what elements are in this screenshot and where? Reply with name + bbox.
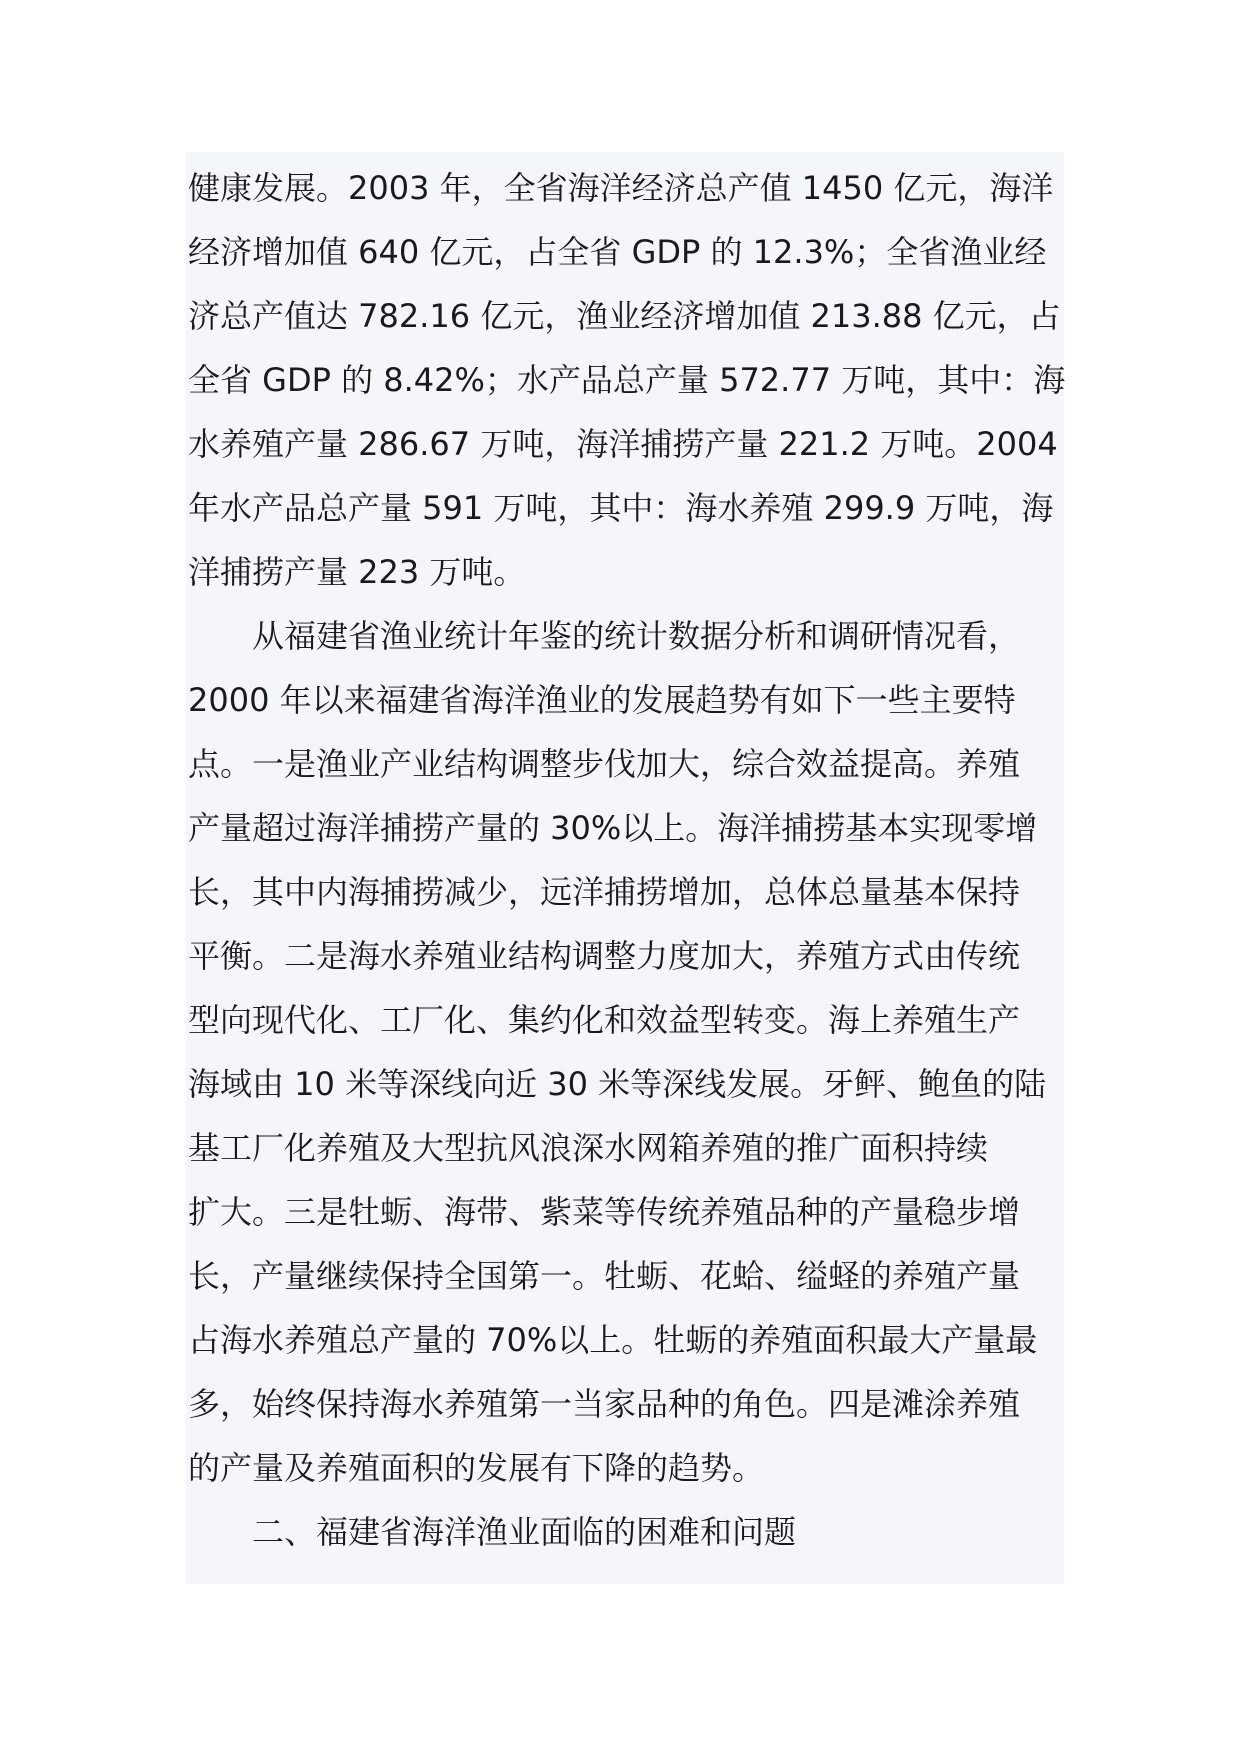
paragraph-line: 产量超过海洋捕捞产量的 30%以上。海洋捕捞基本实现零增 (188, 809, 1038, 847)
paragraph-line: 2000 年以来福建省海洋渔业的发展趋势有如下一些主要特 (188, 681, 1016, 719)
paragraph-line: 经济增加值 640 亿元，占全省 GDP 的 12.3%；全省渔业经 (188, 233, 1047, 271)
document-text-block (186, 152, 1064, 1584)
paragraph-line: 的产量及养殖面积的发展有下降的趋势。 (188, 1449, 765, 1487)
paragraph-line: 从福建省渔业统计年鉴的统计数据分析和调研情况看， (188, 617, 1021, 655)
paragraph-line: 多，始终保持海水养殖第一当家品种的角色。四是滩涂养殖 (188, 1385, 1021, 1423)
paragraph-line: 全省 GDP 的 8.42%；水产品总产量 572.77 万吨，其中：海 (188, 361, 1066, 399)
paragraph-line: 占海水养殖总产量的 70%以上。牡蛎的养殖面积最大产量最 (188, 1321, 1038, 1359)
paragraph-line: 海域由 10 米等深线向近 30 米等深线发展。牙鲆、鲍鱼的陆 (188, 1065, 1047, 1103)
paragraph-line: 基工厂化养殖及大型抗风浪深水网箱养殖的推广面积持续 (188, 1129, 989, 1167)
paragraph-line: 济总产值达 782.16 亿元，渔业经济增加值 213.88 亿元，占 (188, 297, 1061, 335)
paragraph-line: 洋捕捞产量 223 万吨。 (188, 553, 526, 591)
section-heading: 二、福建省海洋渔业面临的困难和问题 (188, 1513, 797, 1551)
paragraph-line: 年水产品总产量 591 万吨，其中：海水养殖 299.9 万吨，海 (188, 489, 1054, 527)
paragraph-line: 健康发展。2003 年，全省海洋经济总产值 1450 亿元，海洋 (188, 169, 1054, 207)
paragraph-line: 长，产量继续保持全国第一。牡蛎、花蛤、缢蛏的养殖产量 (188, 1257, 1021, 1295)
paragraph-line: 平衡。二是海水养殖业结构调整力度加大，养殖方式由传统 (188, 937, 1021, 975)
paragraph-line: 型向现代化、工厂化、集约化和效益型转变。海上养殖生产 (188, 1001, 1021, 1039)
paragraph-line: 水养殖产量 286.67 万吨，海洋捕捞产量 221.2 万吨。2004 (188, 425, 1058, 463)
paragraph-line: 扩大。三是牡蛎、海带、紫菜等传统养殖品种的产量稳步增 (188, 1193, 1021, 1231)
paragraph-line: 长，其中内海捕捞减少，远洋捕捞增加，总体总量基本保持 (188, 873, 1021, 911)
paragraph-line: 点。一是渔业产业结构调整步伐加大，综合效益提高。养殖 (188, 745, 1021, 783)
